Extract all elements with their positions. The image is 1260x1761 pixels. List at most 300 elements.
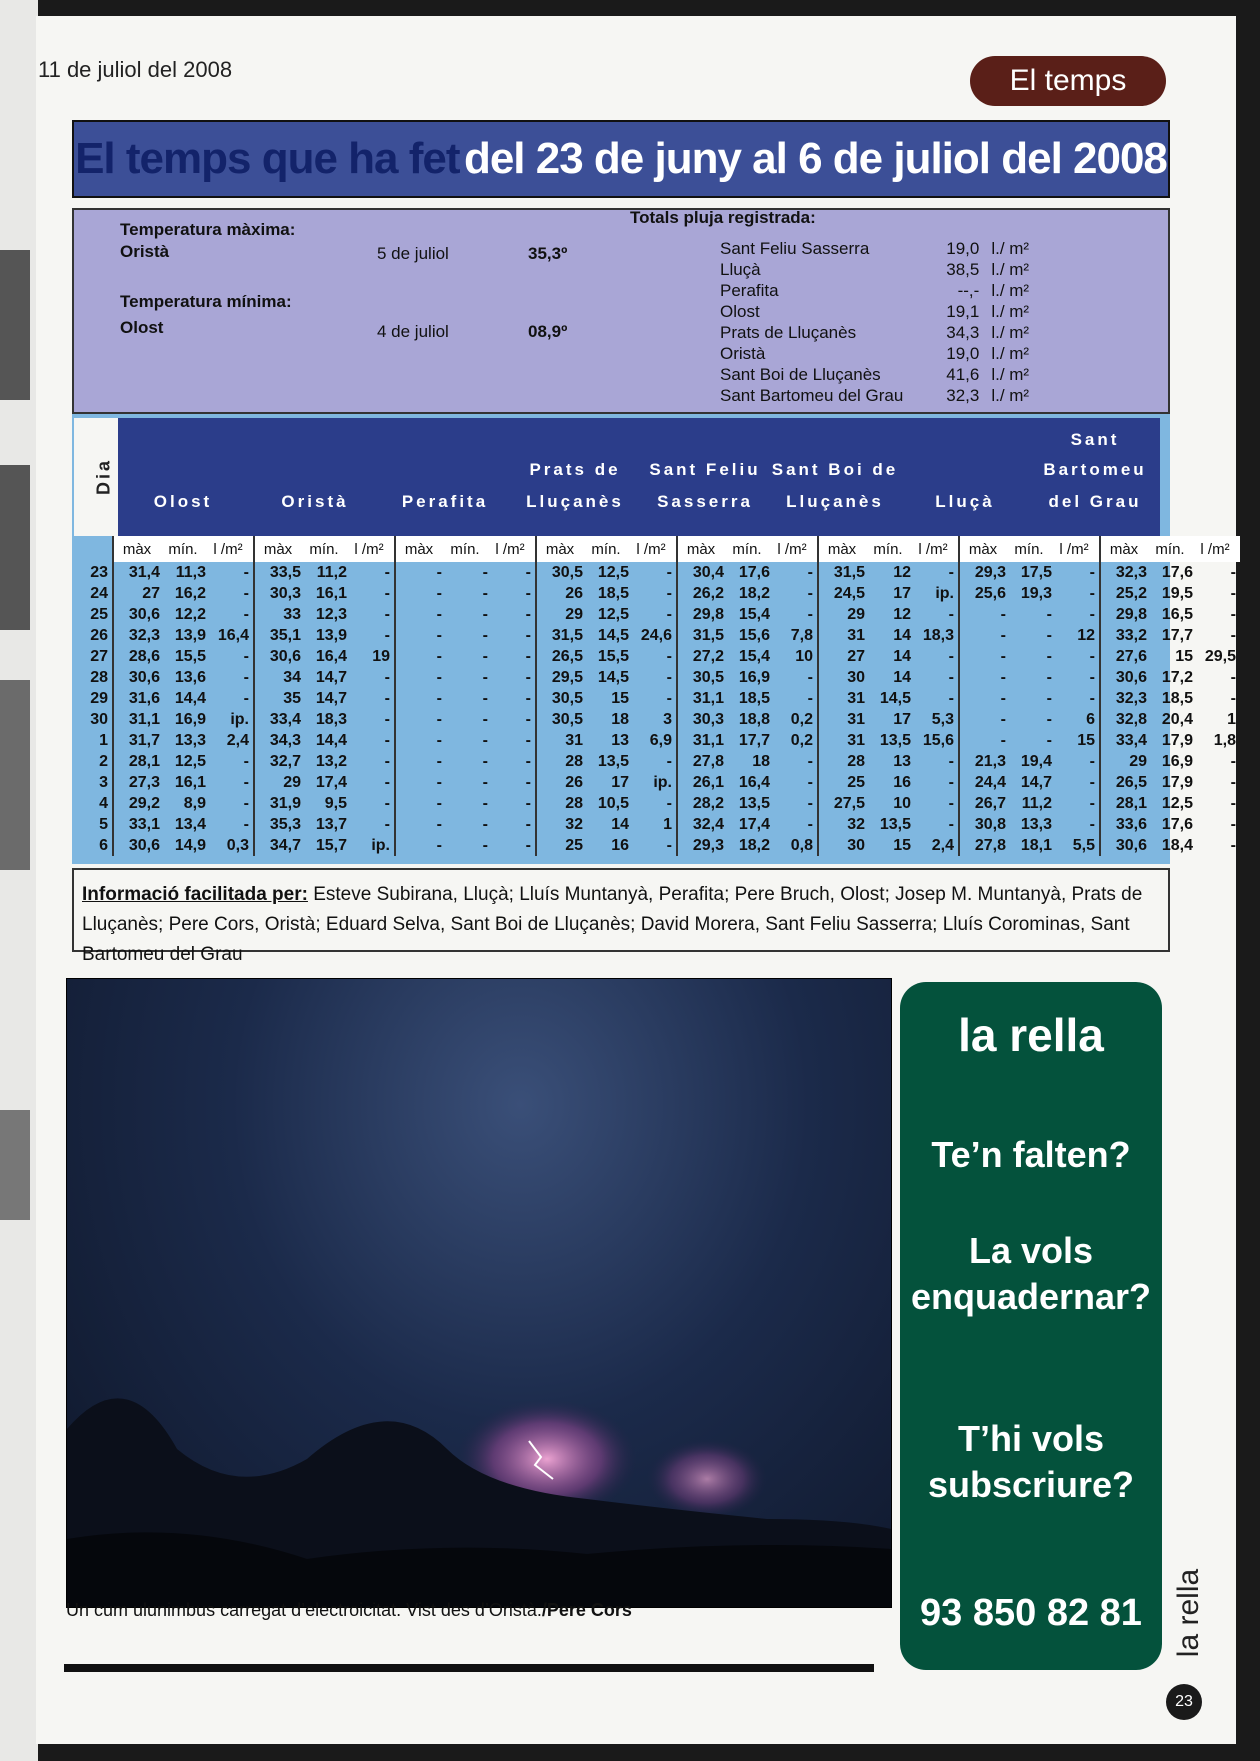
min-temp-cell: 15 <box>1175 648 1193 665</box>
max-temp-cell: 26,2 <box>677 583 724 604</box>
adjacent-page-block <box>0 465 30 630</box>
min-temp-cell: 17,6 <box>738 564 770 581</box>
min-temp-cell: 14,7 <box>315 669 347 686</box>
rain-place: Perafita <box>720 281 779 300</box>
rain-cell: 0,8 <box>790 837 813 854</box>
min-temp-cell: 18,1 <box>1020 837 1052 854</box>
min-temp-cell: - <box>1046 732 1052 749</box>
max-temp-cell: - <box>959 604 1006 625</box>
min-temp-cell: 14,4 <box>315 732 347 749</box>
min-temp-cell: 16,4 <box>315 648 347 665</box>
max-temp-cell: 30,6 <box>1100 667 1147 688</box>
rain-cell: - <box>525 564 531 581</box>
rain-place: Oristà <box>720 344 766 363</box>
max-temp-cell: 27,6 <box>1100 646 1147 667</box>
min-temp-cell: - <box>482 606 488 623</box>
min-temp-value: 08,9º <box>528 322 568 341</box>
max-temp-cell: 26,1 <box>677 772 724 793</box>
rain-cell: - <box>525 732 531 749</box>
rain-place: Lluçà <box>720 260 761 279</box>
rain-cell: - <box>807 753 813 770</box>
max-temp-cell: 26 <box>536 772 583 793</box>
rain-cell: - <box>1230 606 1236 623</box>
rain-unit: l./ m² <box>991 344 1030 363</box>
rain-value: 19,0 <box>946 239 980 258</box>
storm-photo <box>66 978 892 1608</box>
ad-line-2b: enquadernar? <box>910 1276 1152 1317</box>
col-head-min: mín. <box>442 536 488 562</box>
rain-cell: - <box>666 564 672 581</box>
rain-cell: - <box>384 795 390 812</box>
max-temp-cell: 30,6 <box>1100 835 1147 856</box>
rain-row <box>714 343 1057 364</box>
rain-cell: 18,3 <box>922 627 954 644</box>
rain-cell: - <box>525 795 531 812</box>
min-temp-cell: 18,5 <box>738 690 770 707</box>
min-temp-cell: 15,5 <box>174 648 206 665</box>
min-temp-cell: - <box>482 795 488 812</box>
info-text: Esteve Subirana, Lluçà; Lluís Muntanyà, Perafita; Pere Bruch, Olost; Josep M. Muntanyà, Prats de Lluçanès; Pere Cors, Oristà; Eduard Selva, Sant Boi de Lluçanès; David Morera, Sant Feliu Sasserra; Lluís Corominas, Sant Bartomeu del Grau <box>82 884 1143 965</box>
rain-cell: - <box>807 816 813 833</box>
rain-row <box>714 238 1057 259</box>
max-temp-cell: 35,3 <box>254 814 301 835</box>
max-temp-cell: - <box>395 793 442 814</box>
rain-value: 41,6 <box>946 365 980 384</box>
rain-cell: - <box>666 648 672 665</box>
min-temp-cell: 17,9 <box>1161 732 1193 749</box>
max-temp-cell: 30,6 <box>254 646 301 667</box>
rain-cell: 19 <box>372 648 390 665</box>
max-temp-cell: 32 <box>536 814 583 835</box>
divider-rule <box>64 1664 874 1672</box>
station-header-3: Oristà <box>281 492 349 511</box>
min-temp-cell: 10,5 <box>597 795 629 812</box>
max-temp-cell: 30,5 <box>536 709 583 730</box>
min-temp-cell: 12,5 <box>1161 795 1193 812</box>
max-temp-cell: 31,5 <box>677 625 724 646</box>
rain-totals-table <box>714 238 1057 406</box>
rain-cell: 2,4 <box>931 837 954 854</box>
storm-photo-illustration <box>67 979 891 1607</box>
min-temp-cell: 13,5 <box>879 816 911 833</box>
col-head-rain: l /m² <box>1052 536 1100 562</box>
rain-cell: - <box>384 711 390 728</box>
min-temp-cell: - <box>482 753 488 770</box>
min-temp-cell: 17,7 <box>1161 627 1193 644</box>
rain-cell: - <box>384 690 390 707</box>
caption-credit: /Pere Cors <box>541 1600 632 1620</box>
rain-unit: l./ m² <box>991 260 1030 279</box>
rain-unit: l./ m² <box>991 281 1030 300</box>
col-head-rain: l /m² <box>629 536 677 562</box>
day-row <box>76 730 1240 751</box>
max-temp-place: Oristà <box>120 242 170 261</box>
max-temp-cell: 27 <box>818 646 865 667</box>
rain-cell: - <box>384 816 390 833</box>
station-header-3: Lluçanès <box>526 492 624 511</box>
max-temp-cell: - <box>395 667 442 688</box>
rain-value: 19,0 <box>946 344 980 363</box>
day-number: 30 <box>90 711 108 728</box>
min-temp-cell: 13,5 <box>738 795 770 812</box>
max-temp-cell: 26 <box>536 583 583 604</box>
station-header-3: Olost <box>153 492 213 511</box>
min-temp-cell: - <box>1046 606 1052 623</box>
rain-cell: 29,5 <box>1204 648 1236 665</box>
min-temp-cell: 17,6 <box>1161 564 1193 581</box>
min-temp-cell: 18 <box>611 711 629 728</box>
min-temp-cell: 14 <box>893 627 911 644</box>
max-temp-cell: 33,1 <box>113 814 160 835</box>
rain-cell: - <box>525 585 531 602</box>
max-temp-cell: 35,1 <box>254 625 301 646</box>
max-temp-cell: - <box>959 646 1006 667</box>
adjacent-page-block <box>0 680 30 870</box>
min-temp-cell: - <box>482 648 488 665</box>
min-temp-cell: 15,4 <box>738 648 770 665</box>
rain-cell: - <box>525 690 531 707</box>
min-temp-cell: 12 <box>893 564 911 581</box>
day-row <box>76 583 1240 604</box>
min-temp-cell: 8,9 <box>183 795 206 812</box>
rain-cell: - <box>948 690 954 707</box>
max-temp-cell: 24,5 <box>818 583 865 604</box>
max-temp-cell: 26,5 <box>536 646 583 667</box>
rain-cell: - <box>948 753 954 770</box>
min-temp-cell: 13,6 <box>174 669 206 686</box>
day-row <box>76 562 1240 583</box>
min-temp-cell: 20,4 <box>1161 711 1193 728</box>
max-temp-date: 5 de juliol <box>377 244 449 263</box>
rain-value: 19,1 <box>946 302 980 321</box>
rain-cell: - <box>525 669 531 686</box>
min-temp-cell: 12,3 <box>315 606 347 623</box>
rain-unit: l./ m² <box>991 323 1030 342</box>
day-row <box>76 709 1240 730</box>
rain-place: Prats de Lluçanès <box>720 323 857 342</box>
rain-cell: 1 <box>1227 711 1236 728</box>
min-temp-cell: - <box>1046 711 1052 728</box>
day-number: 6 <box>99 837 108 854</box>
max-temp-cell: 27 <box>113 583 160 604</box>
min-temp-cell: 10 <box>893 795 911 812</box>
max-temp-cell: 28,1 <box>1100 793 1147 814</box>
max-temp-cell: 30,6 <box>113 604 160 625</box>
rain-value: 32,3 <box>946 386 980 405</box>
max-temp-cell: 30,5 <box>677 667 724 688</box>
rain-cell: 16,4 <box>217 627 249 644</box>
min-temp-cell: 14 <box>893 669 911 686</box>
max-temp-cell: 31,1 <box>113 709 160 730</box>
max-temp-cell: 31,4 <box>113 562 160 583</box>
min-temp-cell: 17,4 <box>738 816 770 833</box>
vertical-brand-label <box>1170 1560 1210 1670</box>
max-temp-cell: - <box>395 562 442 583</box>
day-number: 1 <box>99 732 108 749</box>
col-head-rain: l /m² <box>347 536 395 562</box>
col-head-min: mín. <box>724 536 770 562</box>
max-temp-cell: - <box>959 667 1006 688</box>
max-temp-cell: 31 <box>536 730 583 751</box>
min-temp-cell: 14,7 <box>315 690 347 707</box>
max-temp-cell: 30,5 <box>536 562 583 583</box>
min-temp-cell: 15,5 <box>597 648 629 665</box>
ad-line-2a: La vols <box>968 1230 1094 1271</box>
max-temp-cell: 31 <box>818 730 865 751</box>
max-temp-cell: - <box>395 814 442 835</box>
min-temp-cell: 17 <box>611 774 629 791</box>
max-temp-cell: 26,5 <box>1100 772 1147 793</box>
rain-cell: - <box>1230 795 1236 812</box>
max-temp-cell: 25 <box>536 835 583 856</box>
rain-cell: - <box>243 816 249 833</box>
rain-value: 34,3 <box>946 323 980 342</box>
col-head-min: mín. <box>301 536 347 562</box>
rain-row <box>714 259 1057 280</box>
rain-cell: - <box>807 585 813 602</box>
rain-cell: - <box>525 711 531 728</box>
day-col-head <box>76 536 113 562</box>
station-header-2: Bartomeu <box>1043 460 1147 479</box>
rain-cell: 6 <box>1086 711 1095 728</box>
rain-cell: - <box>1230 837 1236 854</box>
day-row <box>76 625 1240 646</box>
min-temp-cell: 17,7 <box>738 732 770 749</box>
min-temp-cell: 14,5 <box>597 669 629 686</box>
max-temp-cell: 29 <box>536 604 583 625</box>
max-temp-cell: 33,6 <box>1100 814 1147 835</box>
max-temp-cell: 29 <box>254 772 301 793</box>
min-temp-cell: 16 <box>611 837 629 854</box>
min-temp-cell: 16,9 <box>738 669 770 686</box>
rain-unit: l./ m² <box>991 365 1030 384</box>
rain-cell: - <box>1089 795 1095 812</box>
max-temp-cell: 30,3 <box>254 583 301 604</box>
rain-cell: - <box>807 690 813 707</box>
day-row <box>76 772 1240 793</box>
rain-cell: - <box>243 564 249 581</box>
rain-place: Sant Bartomeu del Grau <box>720 386 904 405</box>
info-label: Informació facilitada per: <box>82 884 308 905</box>
max-temp-cell: 32,3 <box>1100 562 1147 583</box>
title-part-2: del 23 de juny al 6 de juliol del 2008 <box>463 134 1167 183</box>
rain-place: Sant Feliu Sasserra <box>720 239 870 258</box>
max-temp-cell: 35 <box>254 688 301 709</box>
rain-cell: - <box>1089 753 1095 770</box>
info-credits <box>72 868 1170 965</box>
rain-cell: 1,8 <box>1213 732 1236 749</box>
min-temp-cell: 14,7 <box>1020 774 1052 791</box>
rain-cell: - <box>666 585 672 602</box>
station-header-2: Sant Feliu <box>649 460 761 479</box>
col-head-min: mín. <box>160 536 206 562</box>
daily-data-table <box>76 536 1241 856</box>
max-temp-cell: 31,7 <box>113 730 160 751</box>
min-temp-cell: 9,5 <box>324 795 347 812</box>
min-temp-cell: 12,5 <box>597 564 629 581</box>
col-head-max: màx <box>818 536 865 562</box>
min-temp-cell: 11,3 <box>175 564 206 581</box>
rain-cell: - <box>948 816 954 833</box>
rain-row <box>714 301 1057 322</box>
rain-cell: 5,5 <box>1072 837 1095 854</box>
rain-cell: 3 <box>663 711 672 728</box>
max-temp-cell: - <box>959 709 1006 730</box>
max-temp-cell: 29,8 <box>677 604 724 625</box>
min-temp-cell: 17,4 <box>315 774 347 791</box>
max-temp-cell: - <box>395 604 442 625</box>
caption-text: Un cum ulunimbus carregat d’electroicitat. Vist des d’Oristà. <box>66 1600 542 1620</box>
min-temp-cell: 19,4 <box>1020 753 1052 770</box>
col-head-max: màx <box>536 536 583 562</box>
max-temp-cell: 29 <box>1100 751 1147 772</box>
max-temp-cell: 31 <box>818 688 865 709</box>
min-temp-cell: 14,4 <box>174 690 206 707</box>
min-temp-cell: 15,6 <box>738 627 770 644</box>
rain-cell: - <box>807 606 813 623</box>
min-temp-cell: 14,9 <box>174 837 206 854</box>
station-header-3: Sasserra <box>657 492 753 511</box>
min-temp-cell: 15,4 <box>738 606 770 623</box>
station-header-1: Sant <box>1070 430 1120 449</box>
rain-row <box>714 280 1057 301</box>
rain-cell: 2,4 <box>226 732 249 749</box>
min-temp-cell: 11,2 <box>1021 795 1052 812</box>
day-row <box>76 646 1240 667</box>
rain-cell: 0,2 <box>790 732 813 749</box>
max-temp-cell: 30,8 <box>959 814 1006 835</box>
max-temp-cell: - <box>395 772 442 793</box>
min-temp-cell: 18,5 <box>597 585 629 602</box>
min-temp-cell: 13,5 <box>597 753 629 770</box>
day-number: 25 <box>90 606 108 623</box>
rain-cell: - <box>1230 627 1236 644</box>
rain-cell: ip. <box>230 711 249 728</box>
rain-cell: - <box>1089 648 1095 665</box>
rain-cell: - <box>948 606 954 623</box>
rain-cell: - <box>666 690 672 707</box>
rain-cell: - <box>384 732 390 749</box>
rain-cell: 10 <box>795 648 813 665</box>
min-temp-cell: - <box>482 837 488 854</box>
max-temp-cell: 32,7 <box>254 751 301 772</box>
rain-cell: ip. <box>653 774 672 791</box>
rain-cell: - <box>243 606 249 623</box>
max-temp-cell: 24,4 <box>959 772 1006 793</box>
min-temp-cell: 13,5 <box>879 732 911 749</box>
day-header-label: Dia <box>93 458 114 496</box>
rain-value: --,- <box>957 281 980 300</box>
max-temp-cell: 34,7 <box>254 835 301 856</box>
max-temp-cell: - <box>959 688 1006 709</box>
min-temp-cell: 17,5 <box>1020 564 1052 581</box>
min-temp-cell: 14,5 <box>597 627 629 644</box>
rain-cell: - <box>243 753 249 770</box>
rain-cell: 0,2 <box>790 711 813 728</box>
ad-phone[interactable]: 93 850 82 81 <box>920 1592 1142 1634</box>
max-temp-cell: 29,2 <box>113 793 160 814</box>
rain-cell: - <box>948 564 954 581</box>
max-temp-cell: 27,3 <box>113 772 160 793</box>
rain-cell: 24,6 <box>640 627 672 644</box>
max-temp-cell: 29 <box>818 604 865 625</box>
max-temp-cell: 30,4 <box>677 562 724 583</box>
min-temp-cell: 15 <box>893 837 911 854</box>
day-number: 27 <box>90 648 108 665</box>
col-head-max: màx <box>959 536 1006 562</box>
min-temp-cell: 12,5 <box>174 753 206 770</box>
min-temp-cell: 13,4 <box>174 816 206 833</box>
min-temp-cell: 13 <box>893 753 911 770</box>
min-temp-cell: 18,3 <box>315 711 347 728</box>
day-row <box>76 667 1240 688</box>
min-temp-cell: 14 <box>893 648 911 665</box>
summary-box <box>72 208 1170 414</box>
rain-cell: - <box>807 564 813 581</box>
rain-cell: - <box>1230 690 1236 707</box>
col-head-max: màx <box>1100 536 1147 562</box>
max-temp-cell: 34 <box>254 667 301 688</box>
ad-title: la rella <box>958 1009 1104 1061</box>
min-temp-cell: 13,9 <box>174 627 206 644</box>
rain-cell: - <box>666 606 672 623</box>
rain-cell: - <box>525 606 531 623</box>
max-temp-cell: 31,1 <box>677 688 724 709</box>
rain-value: 38,5 <box>946 260 980 279</box>
rain-cell: - <box>384 564 390 581</box>
max-temp-cell: 34,3 <box>254 730 301 751</box>
max-temp-cell: 25 <box>818 772 865 793</box>
max-temp-cell: 30,6 <box>113 667 160 688</box>
min-temp-cell: 16,9 <box>1161 753 1193 770</box>
max-temp-cell: 28 <box>818 751 865 772</box>
min-temp-cell: 12,2 <box>174 606 206 623</box>
rain-cell: 12 <box>1077 627 1095 644</box>
rain-cell: - <box>243 669 249 686</box>
rain-cell: - <box>807 795 813 812</box>
min-temp-cell: - <box>482 669 488 686</box>
max-temp-cell: 28,2 <box>677 793 724 814</box>
day-number: 2 <box>99 753 108 770</box>
rain-cell: - <box>948 795 954 812</box>
ad-line-3a: T’hi vols <box>957 1418 1105 1459</box>
rain-row <box>714 364 1057 385</box>
station-header-3: Lluçanès <box>786 492 884 511</box>
rain-cell: 15,6 <box>922 732 954 749</box>
min-temp-cell: 16,9 <box>174 711 206 728</box>
min-temp-cell: 18,2 <box>738 585 770 602</box>
min-temp-cell: - <box>482 774 488 791</box>
day-row <box>76 604 1240 625</box>
max-temp-cell: 32,3 <box>113 625 160 646</box>
rain-cell: - <box>1089 564 1095 581</box>
min-temp-cell: 12,5 <box>597 606 629 623</box>
page-number: 23 <box>1166 1684 1202 1720</box>
rain-cell: - <box>243 585 249 602</box>
issue-date: 11 de juliol del 2008 <box>38 57 233 82</box>
min-temp-cell: 13,9 <box>315 627 347 644</box>
max-temp-cell: 30,5 <box>536 688 583 709</box>
max-temp-cell: 28 <box>536 751 583 772</box>
max-temp-cell: 33,4 <box>254 709 301 730</box>
day-row <box>76 688 1240 709</box>
max-temp-cell: - <box>395 709 442 730</box>
max-temp-cell: 26,7 <box>959 793 1006 814</box>
col-head-rain: l /m² <box>911 536 959 562</box>
min-temp-cell: 13,3 <box>1020 816 1052 833</box>
min-temp-cell: 18 <box>752 753 770 770</box>
rain-cell: - <box>948 774 954 791</box>
